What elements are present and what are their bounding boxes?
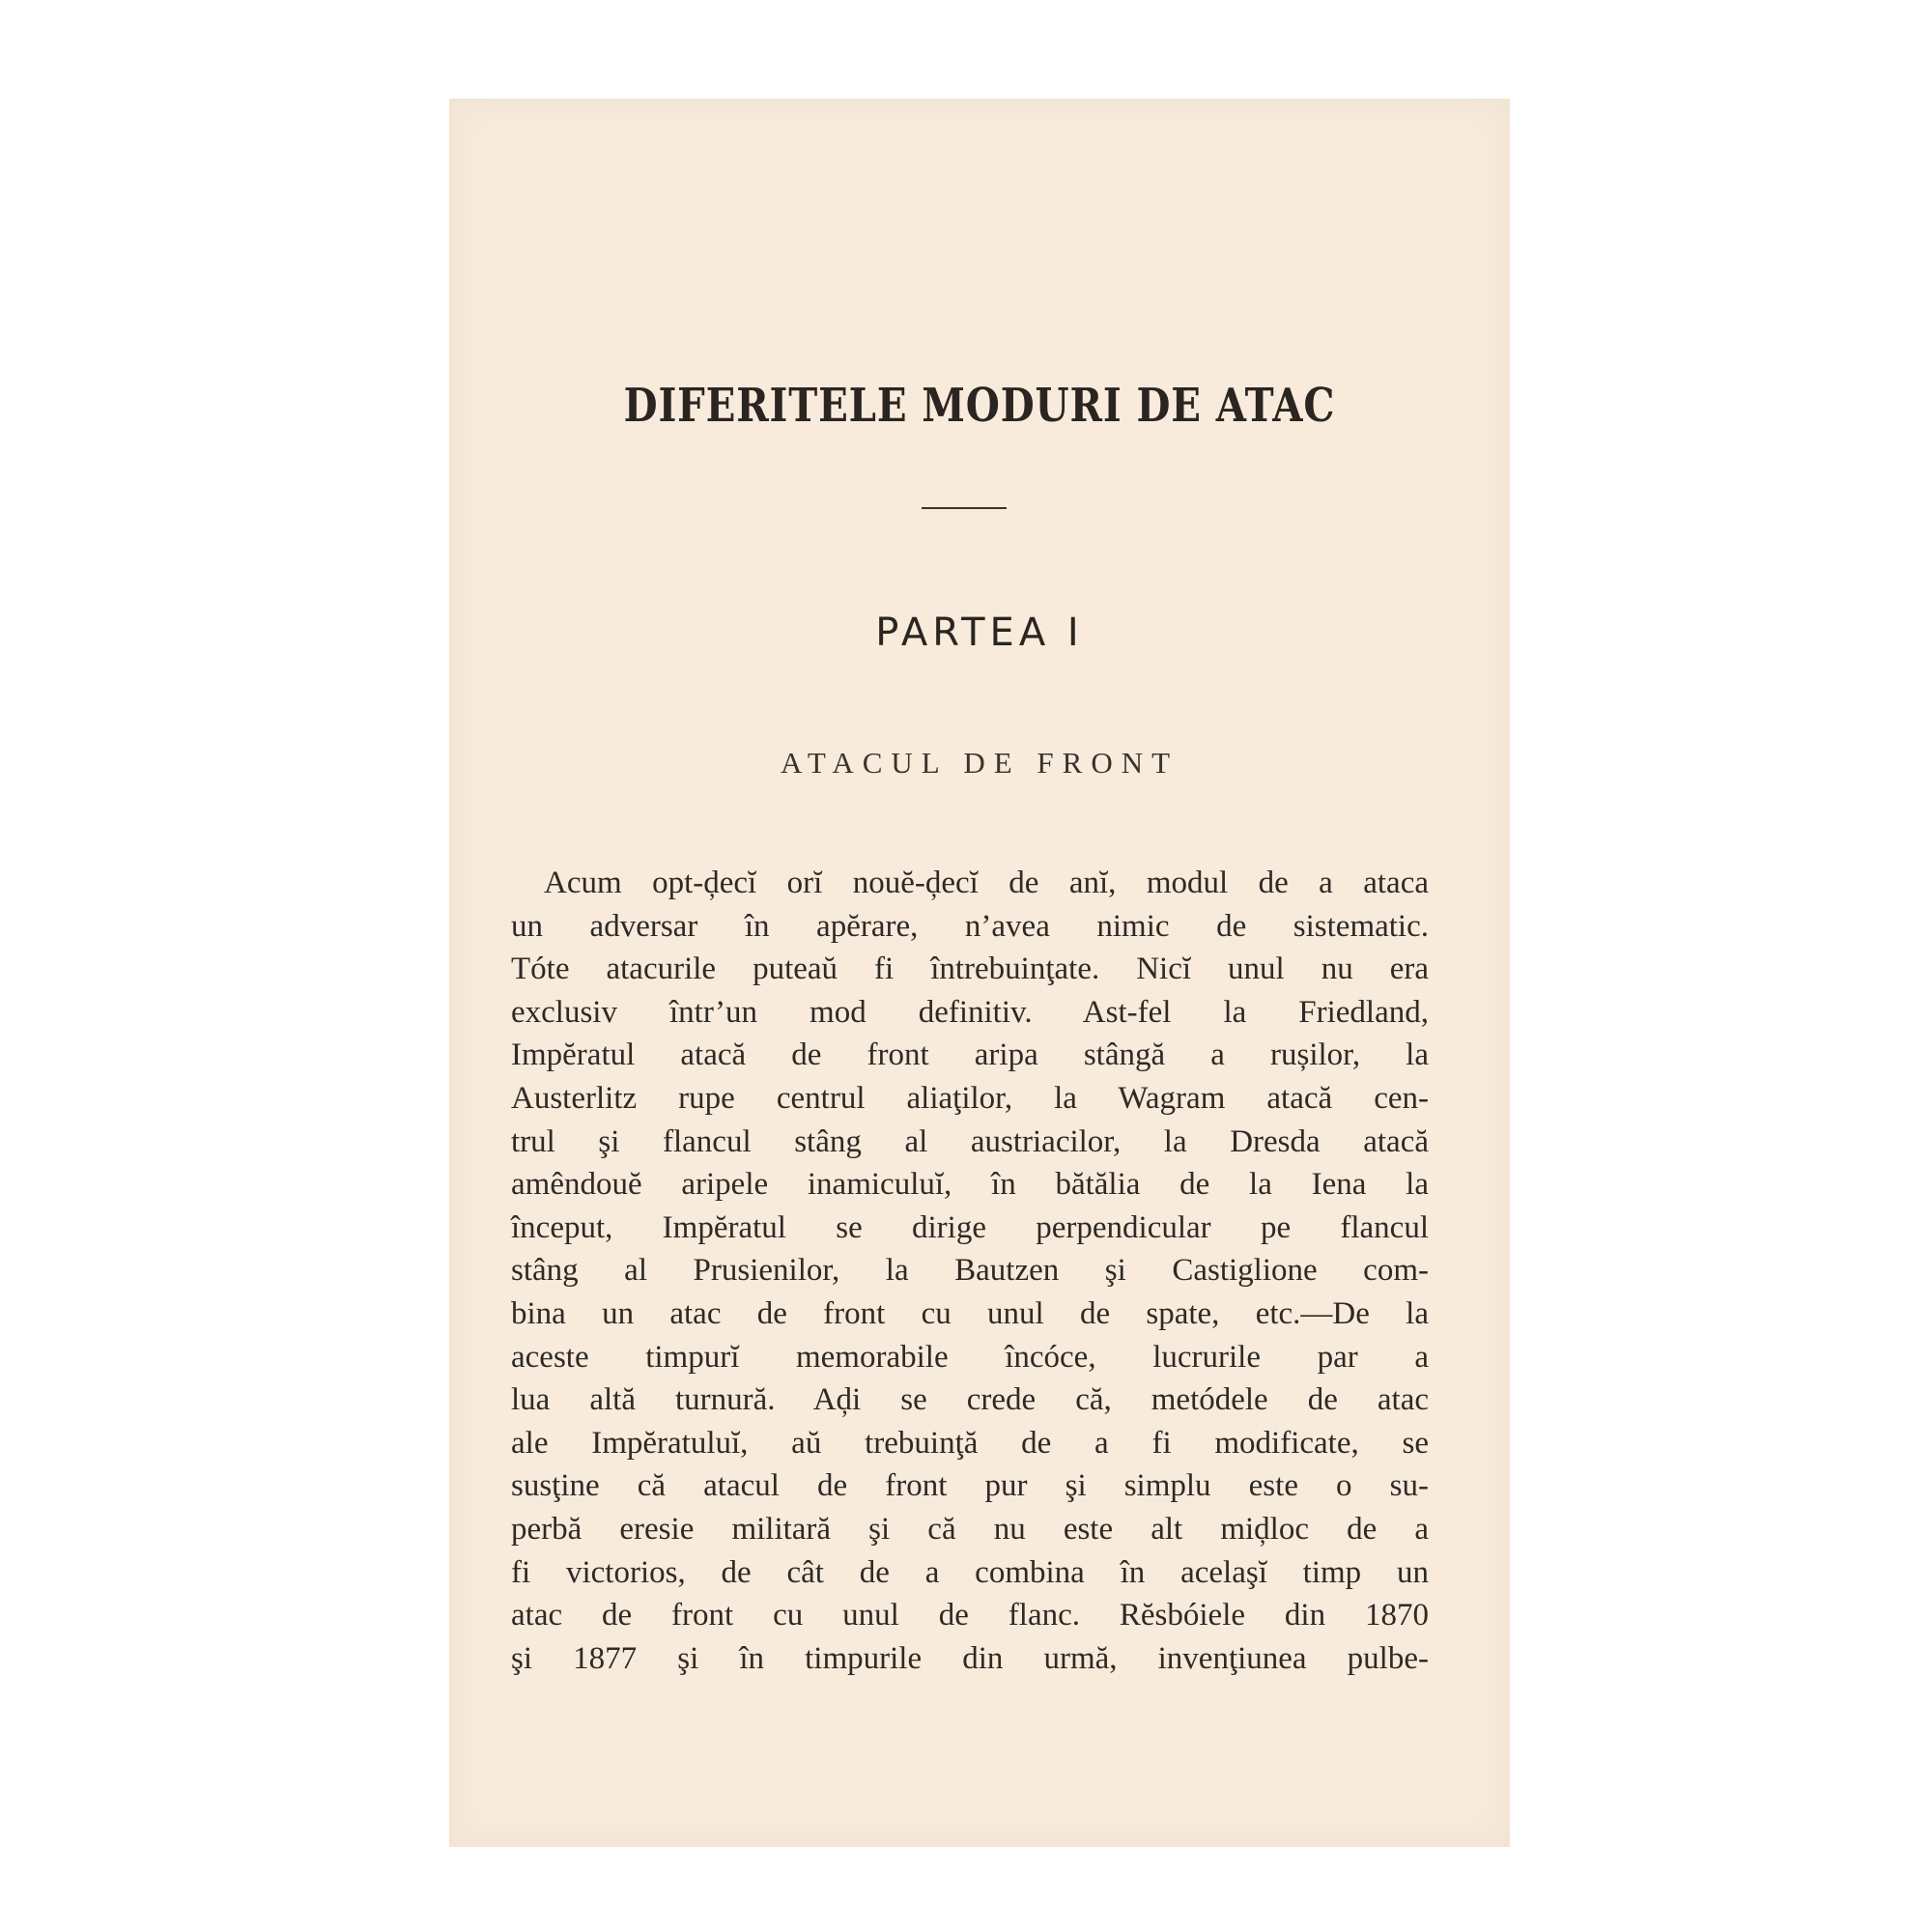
chapter-title: DIFERITELE MODURI DE ATAC xyxy=(623,379,1336,433)
text-line: Acum opt-ḑecĭ orĭ nouĕ-ḑecĭ de anĭ, modul de a ataca xyxy=(544,866,1429,900)
body-paragraph xyxy=(511,862,1429,1680)
book-page xyxy=(449,99,1510,1847)
text-line: Austerlitz rupe centrul aliaţilor, la Wagram atacă cen- xyxy=(511,1080,1429,1116)
text-line: susţine că atacul de front pur şi simplu este o su- xyxy=(511,1468,1429,1504)
text-line: Tóte atacurile puteaŭ fi întrebuinţate. Nicĭ unul nu era xyxy=(511,952,1429,987)
part-heading: PARTEA I xyxy=(875,611,1084,655)
text-line: fi victorios, de cât de a combina în acelaşĭ timp un xyxy=(511,1554,1429,1590)
section-heading: ATACUL DE FRONT xyxy=(780,746,1179,780)
text-line: perbă eresie militară şi că nu este alt miḑloc de a xyxy=(511,1511,1429,1547)
text-line: atac de front cu unul de flanc. Rĕsbóiele din 1870 xyxy=(511,1598,1429,1634)
text-line: început, Impĕratul se dirige perpendicular pe flancul xyxy=(511,1209,1429,1245)
text-line: bina un atac de front cu unul de spate, etc.—De la xyxy=(511,1295,1429,1331)
text-line: un adversar în apĕrare, n’avea nimic de sistematic. xyxy=(511,908,1429,944)
text-line: lua altă turnură. Aḑi se crede că, metódele de atac xyxy=(511,1382,1429,1418)
text-line: ale Impĕratuluĭ, aŭ trebuinţă de a fi modificate, se xyxy=(511,1425,1429,1461)
text-line: trul şi flancul stâng al austriacilor, la Dresda atacă xyxy=(511,1123,1429,1159)
title-divider xyxy=(922,507,1007,509)
text-line: aceste timpurĭ memorabile încóce, lucrurile par a xyxy=(511,1339,1429,1375)
text-line: şi 1877 şi în timpurile din urmă, invenţiunea pulbe- xyxy=(511,1640,1429,1676)
text-line: stâng al Prusienilor, la Bautzen şi Castiglione com- xyxy=(511,1253,1429,1289)
text-line: exclusiv într’un mod definitiv. Ast-fel la Friedland, xyxy=(511,994,1429,1030)
text-line: Impĕratul atacă de front aripa stângă a rușilor, la xyxy=(511,1037,1429,1073)
text-line: amêndouĕ aripele inamiculuĭ, în bătălia de la Iena la xyxy=(511,1167,1429,1203)
